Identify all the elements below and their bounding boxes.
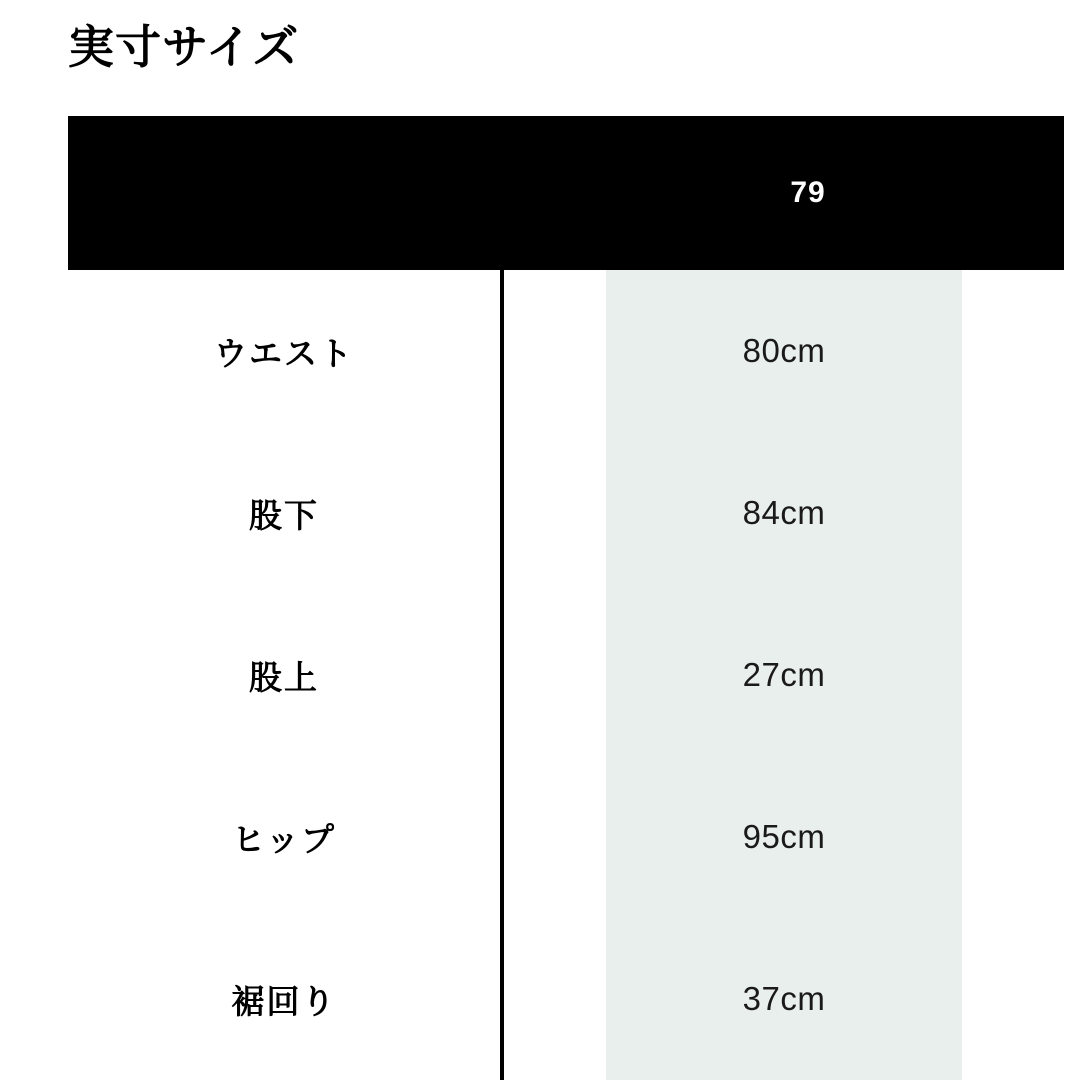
table-row [68,594,1064,756]
table-row [68,432,1064,594]
measurement-label-inseam: 股下 [249,496,319,534]
page-title: 実寸サイズ [68,21,300,73]
measurement-label-hem: 裾回り [231,982,337,1020]
table-row [68,756,1064,918]
measurement-value-hem: 37cm [742,980,826,1017]
measurement-value-waist: 80cm [742,332,826,369]
measurement-label-waist: ウエスト [214,334,354,372]
table-header-row [68,116,1064,270]
measurement-value-inseam: 84cm [742,494,826,531]
table-row [68,918,1064,1080]
table-header-size-cell [608,116,1064,270]
table-row [68,270,1064,432]
measurement-value-hip: 95cm [742,818,826,855]
table-header-label-cell [68,116,608,270]
measurement-table [68,116,1064,1080]
table-body [68,270,1064,1080]
table-rows [68,270,1064,1080]
measurement-label-rise: 股上 [249,658,319,696]
measurement-label-hip: ヒップ [231,820,336,858]
size-label: 79 [790,176,826,209]
measurement-value-rise: 27cm [742,656,826,693]
